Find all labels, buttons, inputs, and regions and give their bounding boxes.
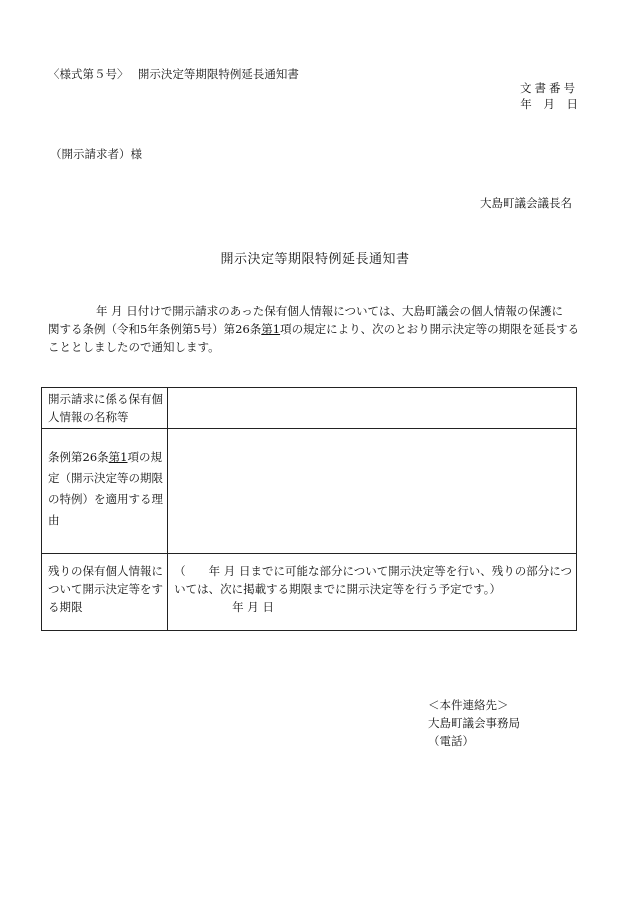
deadline-line-1: （ 年 月 日までに可能な部分について開示決定等を行い、残りの部分につ (174, 564, 572, 578)
document-number: 文書番号 (520, 81, 578, 95)
label-reason-underlined: 第1 (108, 450, 128, 464)
body-line-2-underlined: 第1 (261, 322, 281, 336)
value-reason (168, 429, 577, 554)
body-line-2 (48, 320, 588, 338)
body-line-1: 年 月 日付けで開示請求のあった保有個人情報については、大島町議会の個人情報の保護に (96, 304, 563, 318)
contact-phone: （電話） (428, 734, 474, 748)
page-title: 開示決定等期限特例延長通知書 (220, 252, 410, 267)
form-label: 〈様式第５号〉 開示決定等期限特例延長通知書 (48, 67, 299, 81)
notice-body (48, 302, 588, 356)
body-line-2-start: 関する条例（令和5年条例第5号）第26条 (48, 322, 262, 336)
label-reason (42, 429, 168, 554)
contact-heading: ＜本件連絡先＞ (428, 698, 509, 712)
body-line-2-end: 項の規定により、次のとおり開示決定等の期限を延長する (280, 322, 580, 336)
deadline-line-2: いては、次に掲載する期限までに開示決定等を行う予定です。） (174, 582, 501, 596)
body-line-3: こととしましたので通知します。 (48, 340, 220, 354)
table-row (42, 429, 577, 554)
table-row (42, 554, 577, 631)
contact-block (428, 696, 520, 750)
table-row (42, 388, 577, 429)
value-deadline (168, 554, 577, 631)
label-reason-end: 項の規定（開示決定等の期限の特例）を適用する理由 (48, 450, 163, 527)
requester-name: （開示請求者）様 (50, 147, 142, 161)
document-date: 年 月 日 (520, 97, 578, 111)
info-table (41, 387, 577, 631)
label-reason-start: 条例第26条 (48, 450, 109, 464)
sender-name: 大島町議会議長名 (480, 196, 572, 210)
value-info-name (168, 388, 577, 429)
contact-office: 大島町議会事務局 (428, 716, 520, 730)
deadline-line-3: 年 月 日 (232, 600, 274, 614)
label-info-name: 開示請求に係る保有個人情報の名称等 (42, 388, 168, 429)
label-deadline: 残りの保有個人情報について開示決定等をする期限 (42, 554, 168, 631)
